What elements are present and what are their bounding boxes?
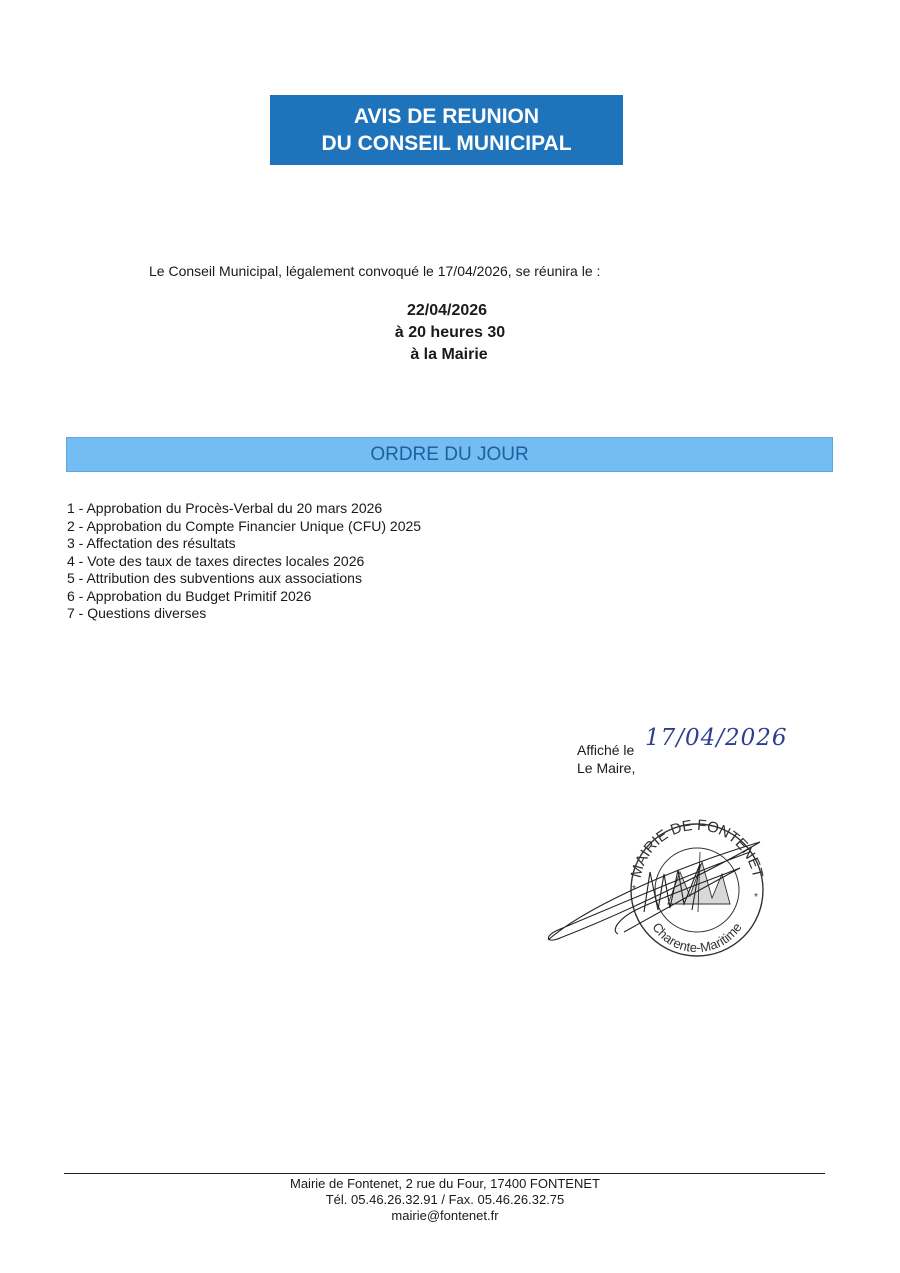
agenda-item: 3 - Affectation des résultats [67, 535, 236, 551]
agenda-heading: ORDRE DU JOUR [66, 437, 833, 472]
agenda-item: 4 - Vote des taux de taxes directes locales 2026 [67, 552, 365, 569]
stamp-bottom-text: Charente-Maritime [649, 919, 745, 956]
notice-title-line2: DU CONSEIL MUNICIPAL [321, 132, 572, 155]
footer-divider [64, 1173, 825, 1174]
agenda-item: 6 - Approbation du Budget Primitif 2026 [67, 587, 312, 604]
meeting-details [300, 300, 600, 366]
meeting-place: à la Mairie [410, 346, 488, 363]
footer-email: mairie@fontenet.fr [391, 1208, 499, 1223]
handwritten-posted-date: 17/04/2026 [645, 725, 788, 751]
agenda-item: 1 - Approbation du Procès-Verbal du 20 mars 2026 [67, 500, 383, 516]
svg-text:*: * [632, 884, 636, 895]
notice-title-banner [270, 95, 623, 165]
posted-label: Affiché le [577, 742, 635, 758]
posting-block [577, 741, 635, 777]
mayor-stamp-and-signature [540, 812, 770, 962]
meeting-date: 22/04/2026 [406, 302, 488, 319]
signatory-label: Le Maire, [577, 760, 636, 776]
meeting-time: à 20 heures 30 [394, 324, 506, 341]
stamp-top-text: MAIRIE DE FONTENET [627, 816, 767, 880]
svg-text:Charente-Maritime [649, 920, 744, 955]
convocation-text: Le Conseil Municipal, légalement convoqué le 17/04/2026, se réunira le : [149, 263, 601, 279]
svg-text:*: * [754, 892, 758, 903]
agenda-item: 7 - Questions diverses [67, 605, 207, 621]
footer-address: Mairie de Fontenet, 2 rue du Four, 17400 FONTENET [290, 1176, 600, 1191]
footer [230, 1176, 660, 1224]
agenda-item: 2 - Approbation du Compte Financier Unique (CFU) 2025 [67, 517, 422, 534]
notice-title-line1: AVIS DE REUNION [353, 105, 540, 128]
agenda-item: 5 - Attribution des subventions aux associations [67, 570, 362, 586]
official-seal-icon [628, 817, 767, 956]
agenda-list [67, 500, 421, 623]
footer-phone: Tél. 05.46.26.32.91 / Fax. 05.46.26.32.75 [325, 1192, 565, 1207]
